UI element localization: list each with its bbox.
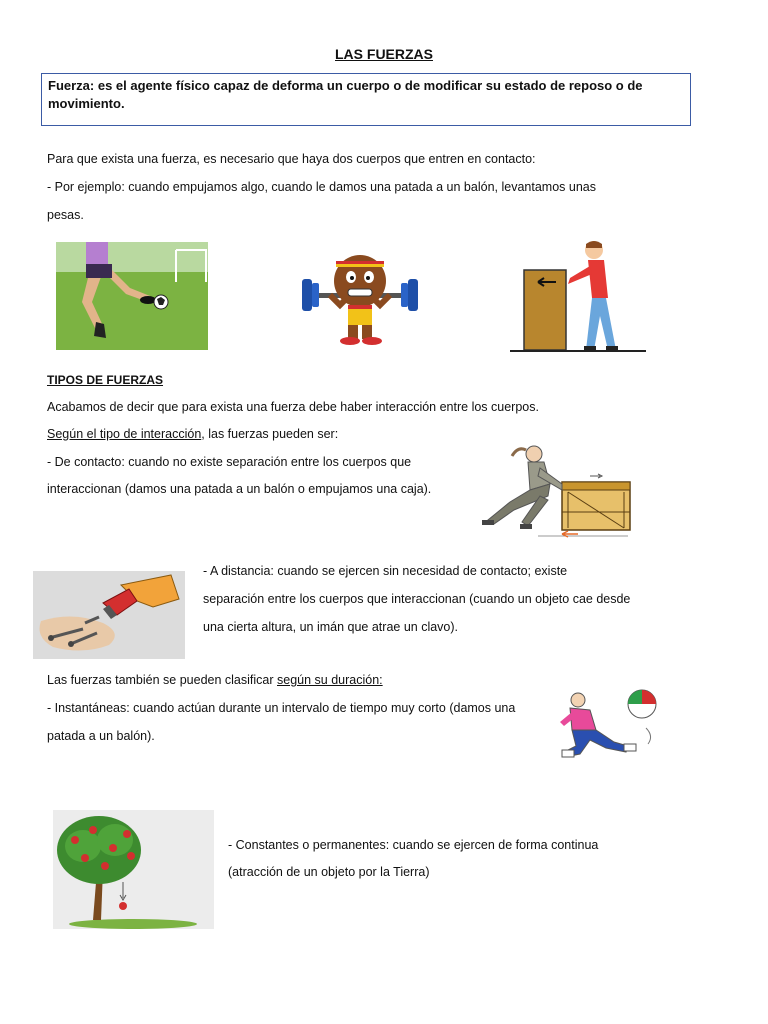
tipos-heading: TIPOS DE FUERZAS (47, 373, 164, 387)
instantaneas-line-2: patada a un balón). (47, 729, 155, 743)
weightlifter-image (300, 247, 420, 347)
distancia-line-3: una cierta altura, un imán que atrae un clavo). (203, 620, 459, 634)
apple-tree-image (53, 810, 214, 929)
page-title: LAS FUERZAS (335, 46, 433, 62)
magnet-nails-image (33, 571, 185, 659)
girl-pushing-crate-image (478, 440, 634, 544)
distancia-line-2: separación entre los cuerpos que interaccionan (cuando un objeto cae desde (203, 592, 631, 606)
tipos-line-1: Acabamos de decir que para exista una fuerza debe haber interacción entre los cuerpos. (47, 400, 539, 414)
constantes-line-2: (atracción de un objeto por la Tierra) (228, 865, 430, 879)
segun-tipo-rest: , las fuerzas pueden ser: (201, 427, 339, 441)
distancia-line-1: - A distancia: cuando se ejercen sin necesidad de contacto; existe (203, 564, 568, 578)
segun-tipo-underlined: Según el tipo de interacción (47, 427, 202, 441)
intro-line-3: pesas. (47, 208, 84, 222)
intro-line-1: Para que exista una fuerza, es necesario que haya dos cuerpos que entren en contacto: (47, 152, 536, 166)
soccer-kick-image (56, 242, 208, 350)
intro-line-2: - Por ejemplo: cuando empujamos algo, cuando le damos una patada a un balón, levantamos unas (47, 180, 596, 194)
contacto-line-1: - De contacto: cuando no existe separación entre los cuerpos que (47, 455, 412, 469)
duracion-intro-text: Las fuerzas también se pueden clasificar (47, 673, 277, 687)
instantaneas-line-1: - Instantáneas: cuando actúan durante un intervalo de tiempo muy corto (damos una (47, 701, 516, 715)
constantes-line-1: - Constantes o permanentes: cuando se ejercen de forma continua (228, 838, 599, 852)
contacto-line-2: interaccionan (damos una patada a un balón o empujamos una caja). (47, 482, 432, 496)
duracion-intro (47, 672, 383, 688)
tipos-line-2 (47, 426, 338, 442)
kid-kicking-ball-image (556, 688, 668, 766)
man-pushing-box-image (508, 236, 648, 354)
duracion-intro-underlined: según su duración: (277, 673, 383, 687)
definition-box: Fuerza: es el agente físico capaz de deforma un cuerpo o de modificar su estado de reposo o de movimiento. (41, 73, 691, 126)
